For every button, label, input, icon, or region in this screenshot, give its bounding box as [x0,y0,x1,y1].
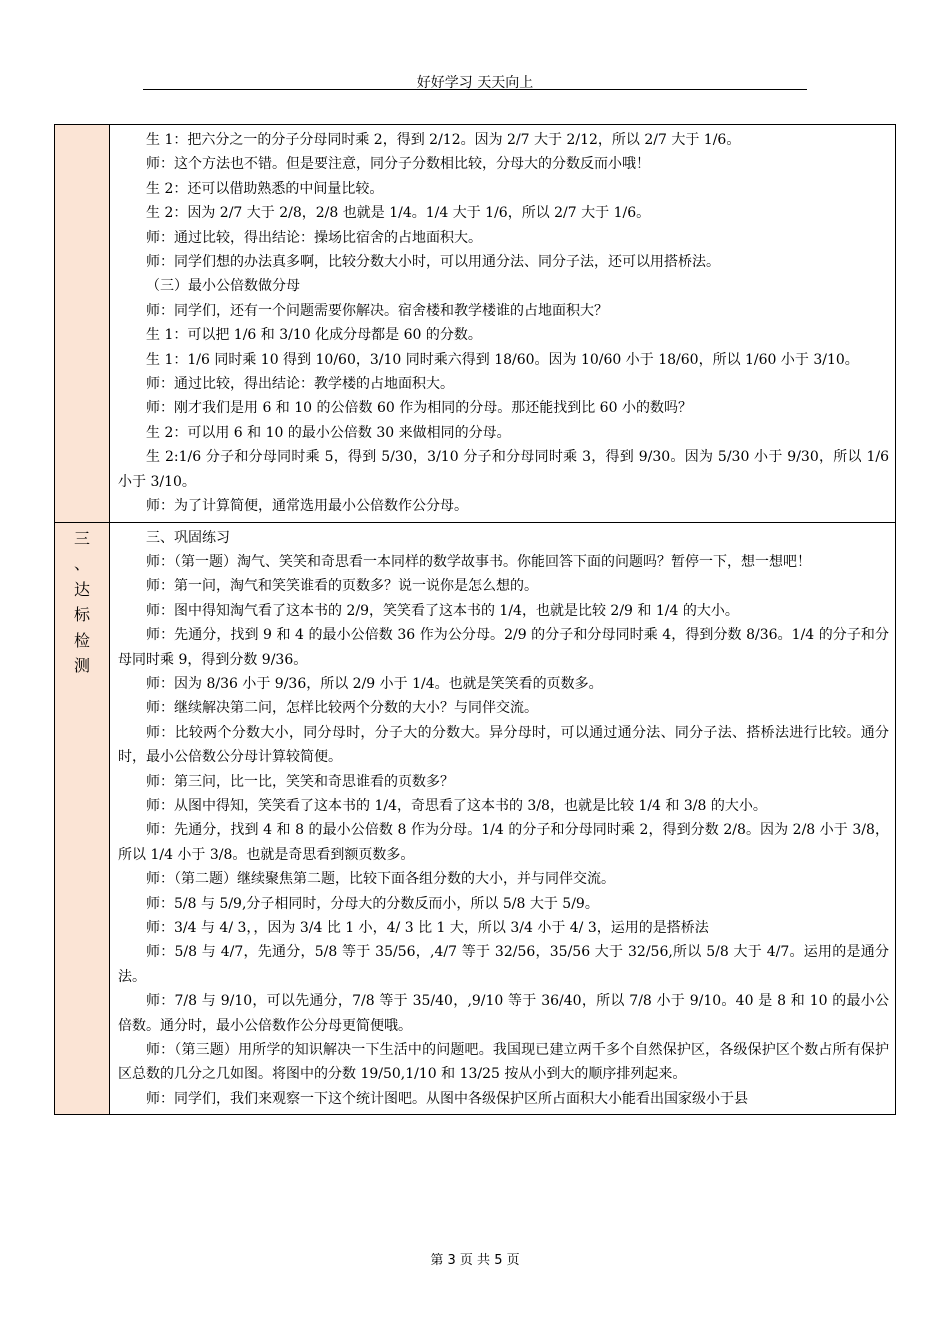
side-label-char: 达 [73,579,90,599]
side-label-char: 测 [73,656,90,675]
paragraph: 师：这个方法也不错。但是要注意，同分子分数相比较，分母大的分数反而小哦！ [146,156,650,173]
paragraph: 师：因为 8/36 小于 9/36，所以 2/9 小于 1/4。也就是笑笑看的页数多。 [146,675,603,692]
paragraph: （三）最小公倍数做分母 [146,278,300,295]
paragraph: 师：同学们想的办法真多啊，比较分数大小时，可以用通分法、同分子法，还可以用搭桥法。 [146,254,720,271]
paragraph: 师：5/8 与 4/7，先通分，5/8 等于 35/56，,4/7 等于 32/56，35/56 大于 32/56,所以 5/8 大于 4/7。运用的是通分法。 [118,944,889,985]
side-label-char: 、 [73,554,90,573]
paragraph: 师：通过比较，得出结论：教学楼的占地面积大。 [146,376,454,393]
table-row [55,125,896,523]
paragraph: 师：（第三题）用所学的知识解决一下生活中的问题吧。我国现已建立两千多个自然保护区，各级保护区个数占所有保护区总数的几分之几如图。将图中的分数 19/50,1/10 和 13/25 按从小到大的顺序排列起来。 [118,1042,889,1083]
paragraph: 师：先通分，找到 4 和 8 的最小公倍数 8 作为分母。1/4 的分子和分母同时乘 2，得到分数 2/8。因为 2/8 小于 3/8，所以 1/4 小于 3/8。也就是奇思看到额页数多。 [118,822,889,863]
side-label-char: 三 [73,528,90,548]
side-label-char: 检 [73,630,90,650]
content-cell [110,522,896,1115]
side-label-cell [55,522,110,1115]
paragraph: 师：7/8 与 9/10，可以先通分，7/8 等于 35/40，,9/10 等于 36/40，所以 7/8 小于 9/10。40 是 8 和 10 的最小公倍数。通分时，最小公倍数作公分母更简便哦。 [118,993,889,1034]
side-label [55,125,109,128]
paragraph: 师：通过比较，得出结论：操场比宿舍的占地面积大。 [146,229,482,246]
paragraph: 师：同学们，我们来观察一下这个统计图吧。从图中各级保护区所占面积大小能看出国家级小于县 [146,1090,748,1107]
header-rule [143,89,807,90]
paragraph: 生 2：可以用 6 和 10 的最小公倍数 30 来做相同的分母。 [146,424,511,441]
paragraph: 师：（第二题）继续聚焦第二题，比较下面各组分数的大小，并与同伴交流。 [146,871,615,888]
paragraph: 生 2：还可以借助熟悉的中间量比较。 [146,180,384,197]
side-label-cell [55,125,110,523]
paragraph: 生 2:1/6 分子和分母同时乘 5，得到 5/30，3/10 分子和分母同时乘 3，得到 9/30。因为 5/30 小于 9/30，所以 1/6 小于 3/10。 [118,449,889,490]
paragraph: 生 1：把六分之一的分子分母同时乘 2，得到 2/12。因为 2/7 大于 2/12，所以 2/7 大于 1/6。 [146,132,741,148]
paragraph: 师：继续解决第二问，怎样比较两个分数的大小？与同伴交流。 [146,700,538,717]
table-row [55,522,896,1115]
paragraph: 师：从图中得知，笑笑看了这本书的 1/4，奇思看了这本书的 3/8，也就是比较 1/4 和 3/8 的大小。 [146,797,767,814]
paragraph: 师：3/4 与 4/ 3，，因为 3/4 比 1 小，4/ 3 比 1 大，所以 3/4 小于 4/ 3，运用的是搭桥法 [146,920,709,936]
content-cell [110,125,896,523]
paragraph: 三、巩固练习 [146,529,230,546]
paragraph: 师：刚才我们是用 6 和 10 的公倍数 60 作为相同的分母。那还能找到比 60 小的数吗？ [146,400,692,417]
paragraph: 师：第一问，淘气和笑笑谁看的页数多？说一说你是怎么想的。 [146,578,538,595]
paragraph: 生 2：因为 2/7 大于 2/8，2/8 也就是 1/4。1/4 大于 1/6，所以 2/7 大于 1/6。 [146,205,651,222]
paragraph: 师：第三问，比一比，笑笑和奇思谁看的页数多？ [146,773,454,790]
paragraph: 生 1：可以把 1/6 和 3/10 化成分母都是 60 的分数。 [146,327,482,344]
paragraph: 师：同学们，还有一个问题需要你解决。宿舍楼和教学楼谁的占地面积大？ [146,302,608,319]
side-label [55,523,109,679]
paragraph: 师：5/8 与 5/9,分子相同时，分母大的分数反而小，所以 5/8 大于 5/9。 [146,895,599,912]
paragraph: 师：比较两个分数大小，同分母时，分子大的分数大。异分母时，可以通过通分法、同分子法、搭桥法进行比较。通分时，最小公倍数公分母计算较简便。 [118,724,889,766]
page-footer: 第 3 页 共 5 页 [430,1253,520,1268]
page-header-title: 好好学习 天天向上 [416,75,534,91]
paragraph: 生 1：1/6 同时乘 10 得到 10/60，3/10 同时乘六得到 18/60。因为 10/60 小于 18/60，所以 1/60 小于 3/10。 [146,351,859,368]
paragraph: 师：先通分，找到 9 和 4 的最小公倍数 36 作为公分母。2/9 的分子和分母同时乘 4，得到分数 8/36。1/4 的分子和分母同时乘 9，得到分数 9/36。 [118,627,889,668]
side-label-char: 标 [73,605,90,624]
paragraph: 师：图中得知淘气看了这本书的 2/9，笑笑看了这本书的 1/4，也就是比较 2/9 和 1/4 的大小。 [146,602,739,619]
paragraph: 师：（第一题）淘气、笑笑和奇思看一本同样的数学故事书。你能回答下面的问题吗？暂停一下，想一想吧！ [146,553,811,570]
lesson-table [54,124,896,1115]
paragraph: 师：为了计算简便，通常选用最小公倍数作公分母。 [146,498,468,515]
